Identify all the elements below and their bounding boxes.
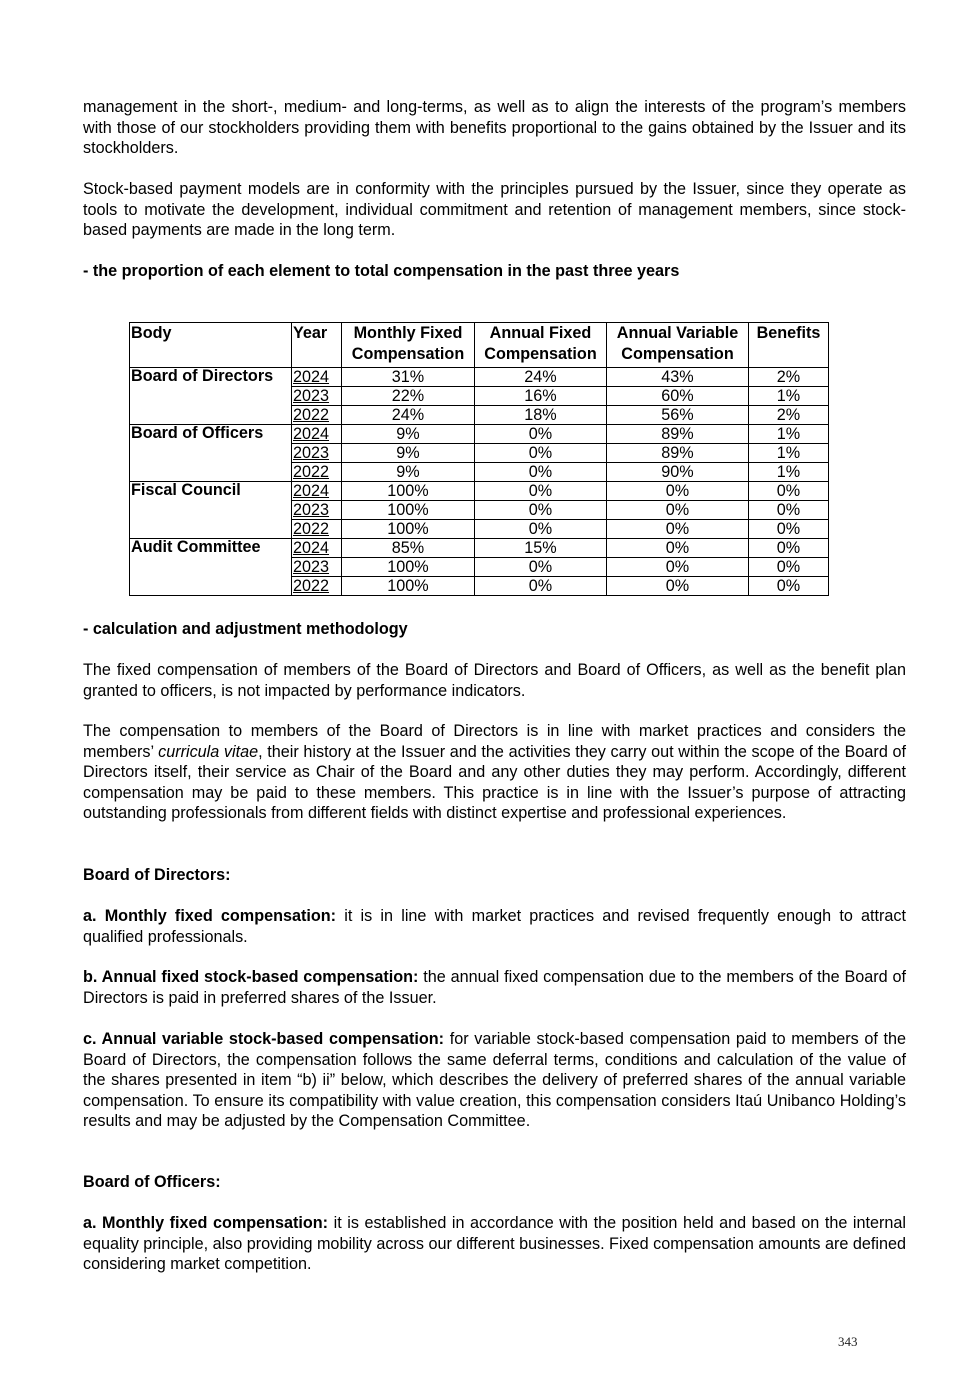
board-of-directors-heading: Board of Directors: (83, 866, 231, 884)
annual-fixed-cell: 18% (475, 406, 607, 425)
annual-variable-cell: 60% (607, 387, 749, 406)
header-annual-fixed (475, 323, 607, 368)
body-cell-empty (130, 577, 292, 596)
annual-fixed-cell: 15% (475, 539, 607, 558)
monthly-fixed-cell: 31% (342, 368, 475, 387)
table-row (130, 463, 829, 482)
bod-c-label: c. Annual variable stock-based compensation: (83, 1030, 445, 1048)
year-cell: 2024 (292, 482, 342, 501)
body-cell-empty (130, 463, 292, 482)
annual-fixed-cell: 24% (475, 368, 607, 387)
table-row (130, 425, 829, 444)
monthly-fixed-cell: 100% (342, 577, 475, 596)
annual-variable-cell: 0% (607, 482, 749, 501)
annual-fixed-cell: 0% (475, 501, 607, 520)
monthly-fixed-cell: 24% (342, 406, 475, 425)
bod-annual-variable-paragraph (83, 1029, 906, 1132)
bod-a-text: it is in line with market practices and revised frequently enough to attract qualified professionals. (83, 907, 907, 946)
header-annual-fixed-line1: Annual Fixed (489, 324, 592, 342)
benefits-cell: 1% (749, 425, 829, 444)
table-row (130, 501, 829, 520)
year-cell: 2023 (292, 387, 342, 406)
annual-variable-cell: 43% (607, 368, 749, 387)
benefits-cell: 1% (749, 463, 829, 482)
table-row (130, 482, 829, 501)
header-body: Body (130, 323, 292, 368)
table-row (130, 387, 829, 406)
year-cell: 2022 (292, 520, 342, 539)
bod-a-label: a. Monthly fixed compensation: (83, 907, 337, 925)
year-cell: 2022 (292, 463, 342, 482)
board-comp-text-1: The compensation to members of the Board of Directors is in line with market practices and considers the members’ (83, 722, 906, 761)
monthly-fixed-cell: 22% (342, 387, 475, 406)
page-number: 343 (838, 1334, 858, 1349)
annual-variable-cell: 89% (607, 425, 749, 444)
body-cell-empty (130, 558, 292, 577)
benefits-cell: 1% (749, 387, 829, 406)
year-cell: 2024 (292, 368, 342, 387)
annual-fixed-cell: 0% (475, 482, 607, 501)
annual-variable-cell: 0% (607, 520, 749, 539)
annual-variable-cell: 89% (607, 444, 749, 463)
table-row (130, 558, 829, 577)
bod-annual-fixed-paragraph (83, 967, 906, 1008)
monthly-fixed-cell: 100% (342, 482, 475, 501)
monthly-fixed-cell: 9% (342, 444, 475, 463)
stock-models-paragraph: Stock-based payment models are in conformity with the principles pursued by the Issuer, since they operate as tools to motivate the development, individual commitment and retention of management members, since stock-based payments are made in the long term. (83, 180, 906, 239)
body-cell: Fiscal Council (130, 482, 292, 501)
annual-fixed-cell: 0% (475, 577, 607, 596)
section-heading-proportion: - the proportion of each element to total compensation in the past three years (83, 262, 680, 280)
annual-variable-cell: 90% (607, 463, 749, 482)
year-cell: 2023 (292, 558, 342, 577)
body-cell-empty (130, 520, 292, 539)
body-cell-empty (130, 387, 292, 406)
body-cell-empty (130, 501, 292, 520)
annual-variable-cell: 56% (607, 406, 749, 425)
bod-b-label: b. Annual fixed stock-based compensation: (83, 968, 419, 986)
monthly-fixed-cell: 100% (342, 558, 475, 577)
header-year: Year (292, 323, 342, 368)
monthly-fixed-cell: 100% (342, 520, 475, 539)
header-monthly-fixed (342, 323, 475, 368)
intro-paragraph: management in the short-, medium- and long-terms, as well as to align the interests of the program’s members with those of our stockholders providing them with benefits proportional to the gains obtained by the Issuer and its stockholders. (83, 98, 906, 157)
monthly-fixed-cell: 9% (342, 425, 475, 444)
monthly-fixed-cell: 100% (342, 501, 475, 520)
table-row (130, 406, 829, 425)
board-comp-text-2: , their history at the Issuer and the activities they carry out within the scope of the Board of Directors itself, their service as Chair of the Board and any other duties they may perform. Accordingly, different compensation may be paid to these members. This practice is in line with the Issuer’s purpose of attracting outstanding professionals from different fields with distinct expertise and professional experiences. (83, 742, 906, 822)
header-annual-variable (607, 323, 749, 368)
annual-fixed-cell: 16% (475, 387, 607, 406)
boo-a-text: it is established in accordance with the position held and based on the internal equality principle, also providing mobility across our different businesses. Fixed compensation amounts are defined considering market competition. (83, 1214, 907, 1273)
year-cell: 2024 (292, 539, 342, 558)
bod-monthly-fixed-paragraph (83, 906, 906, 947)
bod-b-text: the annual fixed compensation due to the members of the Board of Directors is paid in preferred shares of the Issuer. (83, 968, 906, 1007)
boo-monthly-fixed-paragraph (83, 1213, 906, 1275)
year-cell: 2024 (292, 425, 342, 444)
year-cell: 2023 (292, 501, 342, 520)
header-monthly-fixed-line2: Compensation (351, 345, 465, 363)
annual-variable-cell: 0% (607, 539, 749, 558)
annual-variable-cell: 0% (607, 558, 749, 577)
benefits-cell: 1% (749, 444, 829, 463)
body-cell: Board of Officers (130, 425, 292, 444)
annual-fixed-cell: 0% (475, 425, 607, 444)
table-row (130, 577, 829, 596)
header-annual-fixed-line2: Compensation (484, 345, 597, 363)
fixed-compensation-paragraph: The fixed compensation of members of the Board of Directors and Board of Officers, as well as the benefit plan granted to officers, is not impacted by performance indicators. (83, 661, 906, 700)
board-compensation-paragraph (83, 721, 906, 824)
year-cell: 2022 (292, 406, 342, 425)
year-cell: 2023 (292, 444, 342, 463)
bod-c-text: for variable stock-based compensation paid to members of the Board of Directors, the compensation follows the same deferral terms, conditions and calculation of the value of the shares presented in item “b) ii” below, which describes the delivery of preferred shares of the annual variable compensation. To ensure its compatibility with value creation, this compensation considers Itaú Unibanco Holding’s results and may be adjusted by the Compensation Committee. (83, 1030, 906, 1130)
benefits-cell: 2% (749, 368, 829, 387)
body-cell: Audit Committee (130, 539, 292, 558)
body-cell: Board of Directors (130, 368, 292, 387)
header-benefits: Benefits (749, 323, 829, 368)
header-annual-variable-line1: Annual Variable (616, 324, 739, 342)
table-row (130, 520, 829, 539)
body-cell-empty (130, 444, 292, 463)
table-header-row (130, 323, 829, 368)
header-monthly-fixed-line1: Monthly Fixed (353, 324, 463, 342)
benefits-cell: 2% (749, 406, 829, 425)
annual-variable-cell: 0% (607, 501, 749, 520)
benefits-cell: 0% (749, 539, 829, 558)
monthly-fixed-cell: 85% (342, 539, 475, 558)
compensation-proportion-table (129, 322, 829, 596)
table-row (130, 368, 829, 387)
benefits-cell: 0% (749, 558, 829, 577)
benefits-cell: 0% (749, 501, 829, 520)
annual-fixed-cell: 0% (475, 463, 607, 482)
header-annual-variable-line2: Compensation (621, 345, 734, 363)
monthly-fixed-cell: 9% (342, 463, 475, 482)
table-row (130, 539, 829, 558)
table-row (130, 444, 829, 463)
benefits-cell: 0% (749, 482, 829, 501)
curricula-vitae-italic: curricula vitae (158, 742, 259, 761)
board-of-officers-heading: Board of Officers: (83, 1173, 221, 1191)
annual-fixed-cell: 0% (475, 558, 607, 577)
boo-a-label: a. Monthly fixed compensation: (83, 1214, 329, 1232)
benefits-cell: 0% (749, 577, 829, 596)
year-cell: 2022 (292, 577, 342, 596)
section-heading-methodology: - calculation and adjustment methodology (83, 620, 408, 638)
body-cell-empty (130, 406, 292, 425)
benefits-cell: 0% (749, 520, 829, 539)
annual-fixed-cell: 0% (475, 520, 607, 539)
annual-variable-cell: 0% (607, 577, 749, 596)
annual-fixed-cell: 0% (475, 444, 607, 463)
